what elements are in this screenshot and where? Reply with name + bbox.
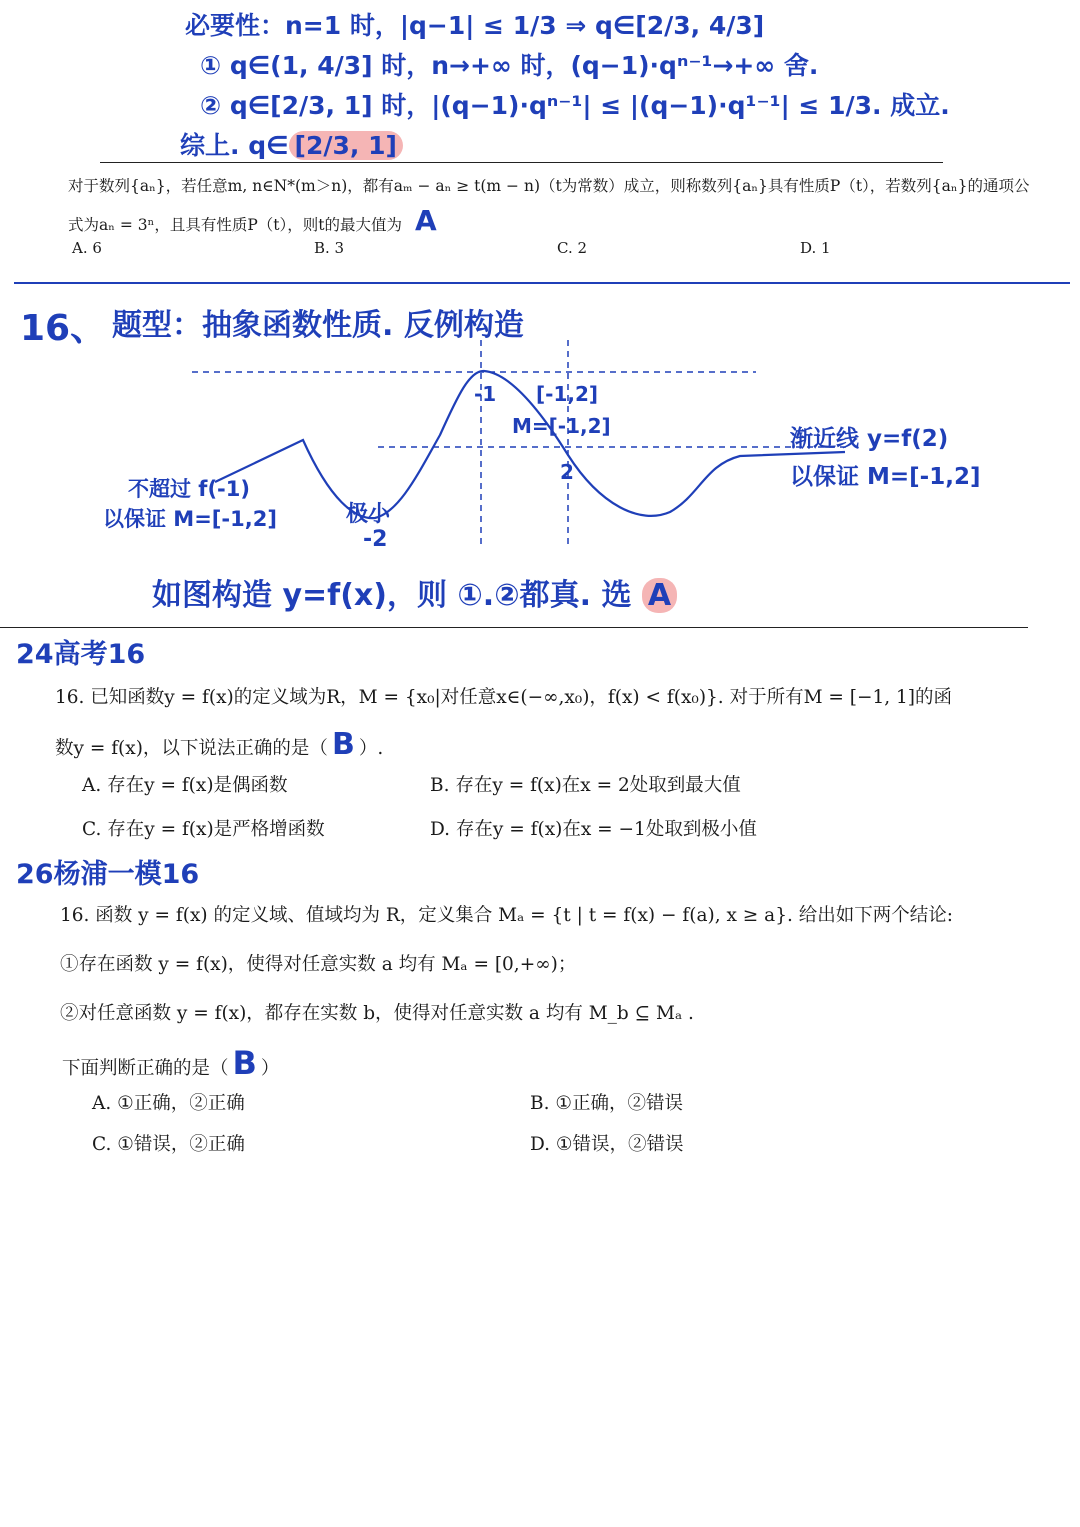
q16b-line-4-post: ） [260, 1058, 280, 1079]
q15-option-a: A. 6 [72, 239, 102, 257]
tag-26-yangpu: 26杨浦一模16 [16, 859, 200, 890]
graph-label-minus-1: -1 [474, 382, 497, 406]
graph-label-right-2: 以保证 M=[-1,2] [790, 464, 981, 490]
q15-answer: A [414, 204, 437, 237]
graph-label-peak-box: [-1,2] [536, 382, 599, 406]
q15-option-d: D. 1 [800, 239, 831, 257]
note-line-1: 必要性：n=1 时，|q−1| ≤ 1/3 ⇒ q∈[2/3, 4/3] [185, 11, 765, 40]
q16a-line-2-pre: 数y = f(x)，以下说法正确的是（ [55, 738, 328, 759]
q16b-option-d: D. ①错误，②错误 [530, 1134, 684, 1155]
notes16-conclusion [152, 570, 677, 614]
q16b-option-c: C. ①错误，②正确 [92, 1134, 245, 1155]
q16b-line-3: ②对任意函数 y = f(x)，都存在实数 b，使得对任意实数 a 均有 M_b ⊆ Mₐ . [60, 1003, 694, 1024]
q15-line-1: 对于数列{aₙ}，若任意m, n∈N*(m＞n)，都有aₘ − aₙ ≥ t(m − n)（t为常数）成立，则称数列{aₙ}具有性质P（t），若数列{aₙ}的通项公 [68, 177, 1030, 195]
notes16-conclusion-answer: A [642, 578, 677, 613]
q16a-line-2-post: ）. [358, 738, 384, 759]
notes16-title: 题型：抽象函数性质. 反例构造 [112, 308, 524, 343]
note-line-3: ② q∈[2/3, 1] 时，|(q−1)·qⁿ⁻¹| ≤ |(q−1)·q¹⁻¹| ≤ 1/3. 成立. [200, 91, 950, 120]
q16b-line-2: ①存在函数 y = f(x)，使得对任意实数 a 均有 Mₐ = [0,+∞)； [60, 954, 577, 975]
q15-option-c: C. 2 [557, 239, 588, 257]
q16b-option-b: B. ①正确，②错误 [530, 1093, 683, 1114]
divider-2 [0, 627, 1028, 628]
q16a-option-a: A. 存在y = f(x)是偶函数 [82, 775, 288, 796]
q16a-line-1: 16. 已知函数y = f(x)的定义域为R，M = {x₀|对任意x∈(−∞,x₀)，f(x) < f(x₀)}. 对于所有M = [−1, 1]的函 [55, 687, 953, 708]
q16a-answer: B [331, 727, 355, 762]
graph-label-min-1: 极小 [346, 502, 391, 527]
graph-label-two: 2 [560, 460, 574, 484]
graph-label-peak-m: M=[-1,2] [512, 414, 611, 438]
q16a-option-b: B. 存在y = f(x)在x = 2处取到最大值 [430, 775, 741, 796]
q16b-line-4-pre: 下面判断正确的是（ [62, 1058, 229, 1079]
q16a-line-2 [55, 727, 383, 762]
tag-24-gaokao: 24高考16 [16, 639, 146, 670]
notes16-conclusion-text: 如图构造 y=f(x)，则 ①.②都真. 选 [152, 578, 632, 613]
q16b-line-4 [62, 1044, 279, 1082]
q15-option-b: B. 3 [314, 239, 345, 257]
graph-label-left-2: 以保证 M=[-1,2] [103, 507, 277, 531]
curve-function [215, 371, 845, 518]
q16a-option-d: D. 存在y = f(x)在x = −1处取到极小值 [430, 819, 757, 840]
notes16-number: 16、 [20, 308, 107, 349]
q15-line-2-text: 式为aₙ = 3ⁿ，且具有性质P（t），则t的最大值为 [68, 216, 402, 234]
graph-label-left-1: 不超过 f(-1) [128, 477, 250, 501]
note-line-2: ① q∈(1, 4/3] 时，n→+∞ 时，(q−1)·qⁿ⁻¹→+∞ 舍. [200, 51, 819, 80]
q16b-answer: B [232, 1044, 257, 1082]
note-line-4-prefix: 综上. q∈ [180, 131, 289, 160]
note-answer-highlight: [2/3, 1] [289, 131, 403, 160]
q16b-line-1: 16. 函数 y = f(x) 的定义域、值域均为 R，定义集合 Mₐ = {t | t = f(x) − f(a), x ≥ a}. 给出如下两个结论: [60, 905, 953, 926]
graph-label-min-2: -2 [363, 527, 388, 552]
q16a-option-c: C. 存在y = f(x)是严格增函数 [82, 819, 325, 840]
graph-label-right-1: 渐近线 y=f(2) [790, 426, 949, 452]
q16b-option-a: A. ①正确，②正确 [92, 1093, 245, 1114]
